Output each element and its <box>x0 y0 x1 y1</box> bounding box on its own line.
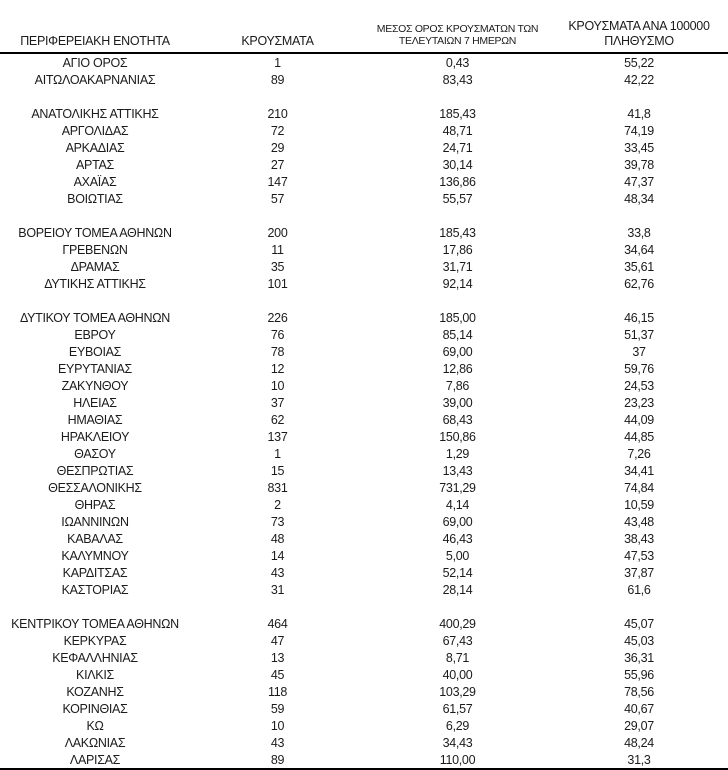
region-name-cell: ΚΟΡΙΝΘΙΑΣ <box>62 701 128 716</box>
region-name-cell: ΚΩ <box>86 718 104 733</box>
avg7-cell: 34,43 <box>442 735 473 750</box>
region-name-cell: ΕΥΡΥΤΑΝΙΑΣ <box>58 361 132 376</box>
per100k-cell: 7,26 <box>627 446 651 461</box>
cases-cell: 101 <box>267 276 288 291</box>
cases-cell: 15 <box>270 463 285 478</box>
region-name-cell: ΔΥΤΙΚΟΥ ΤΟΜΕΑ ΑΘΗΝΩΝ <box>19 310 171 325</box>
region-name-cell: ΑΧΑΪΑΣ <box>73 174 117 189</box>
per100k-cell: 43,48 <box>624 514 654 529</box>
cases-cell: 118 <box>267 684 288 699</box>
per100k-cell: 42,22 <box>624 72 654 87</box>
region-name-cell: ΚΙΛΚΙΣ <box>76 667 114 682</box>
avg7-cell: 52,14 <box>442 565 473 580</box>
avg7-cell: 17,86 <box>442 242 473 257</box>
table-row <box>0 428 728 445</box>
per100k-cell: 24,53 <box>624 378 654 393</box>
region-name-cell: ΖΑΚΥΝΘΟΥ <box>61 378 129 393</box>
table-row <box>0 224 728 241</box>
avg7-cell: 136,86 <box>439 174 476 189</box>
region-name-cell: ΑΡΓΟΛΙΔΑΣ <box>61 123 129 138</box>
table-row <box>0 122 728 139</box>
region-name-cell: ΘΕΣΣΑΛΟΝΙΚΗΣ <box>48 480 142 495</box>
per100k-cell: 55,96 <box>624 667 654 682</box>
table-row <box>0 190 728 207</box>
region-name-cell: ΗΜΑΘΙΑΣ <box>67 412 123 427</box>
avg7-cell: 103,29 <box>439 684 476 699</box>
table-row <box>0 649 728 666</box>
table-row <box>0 615 728 632</box>
cases-cell: 12 <box>270 361 285 376</box>
table-row <box>0 530 728 547</box>
region-name-cell: ΕΥΒΟΙΑΣ <box>68 344 122 359</box>
avg7-cell: 83,43 <box>442 72 473 87</box>
cases-cell: 78 <box>270 344 285 359</box>
table-row <box>0 343 728 360</box>
column-header-cases-label: ΚΡΟΥΣΜΑΤΑ <box>241 33 314 48</box>
region-name-cell: ΘΕΣΠΡΩΤΙΑΣ <box>56 463 134 478</box>
per100k-cell: 74,19 <box>624 123 654 138</box>
cases-cell: 14 <box>270 548 285 563</box>
cases-cell: 2 <box>274 497 281 512</box>
table-row <box>0 445 728 462</box>
avg7-cell: 39,00 <box>442 395 473 410</box>
avg7-cell: 185,00 <box>439 310 476 325</box>
cases-cell: 10 <box>270 378 285 393</box>
cases-cell: 13 <box>270 650 285 665</box>
cases-cell: 29 <box>270 140 285 155</box>
region-name-cell: ΘΗΡΑΣ <box>74 497 116 512</box>
avg7-cell: 8,71 <box>445 650 470 665</box>
per100k-cell: 29,07 <box>624 718 654 733</box>
avg7-cell: 55,57 <box>442 191 473 206</box>
per100k-cell: 46,15 <box>624 310 654 325</box>
column-header-avg7-line2: ΤΕΛΕΥΤΑΙΩΝ 7 ΗΜΕΡΩΝ <box>398 34 517 47</box>
cases-cell: 89 <box>270 72 285 87</box>
avg7-cell: 85,14 <box>442 327 473 342</box>
table-row <box>0 547 728 564</box>
avg7-cell: 67,43 <box>442 633 473 648</box>
spacer-row <box>0 88 728 105</box>
per100k-cell: 62,76 <box>624 276 654 291</box>
region-name-cell: ΒΟΙΩΤΙΑΣ <box>67 191 123 206</box>
per100k-cell: 47,37 <box>624 174 654 189</box>
table-row <box>0 54 728 71</box>
avg7-cell: 61,57 <box>442 701 473 716</box>
column-header-avg7-line1: ΜΕΣΟΣ ΟΡΟΣ ΚΡΟΥΣΜΑΤΩΝ ΤΩΝ <box>376 22 539 35</box>
region-name-cell: ΚΕΦΑΛΛΗΝΙΑΣ <box>52 650 138 665</box>
avg7-cell: 69,00 <box>442 514 473 529</box>
per100k-cell: 41,8 <box>627 106 651 121</box>
avg7-cell: 92,14 <box>442 276 473 291</box>
avg7-cell: 5,00 <box>445 548 470 563</box>
table-row <box>0 700 728 717</box>
region-name-cell: ΑΙΤΩΛΟΑΚΑΡΝΑΝΙΑΣ <box>34 72 156 87</box>
per100k-cell: 51,37 <box>624 327 654 342</box>
region-name-cell: ΚΑΣΤΟΡΙΑΣ <box>61 582 129 597</box>
table-row <box>0 479 728 496</box>
table-row <box>0 241 728 258</box>
cases-cell: 57 <box>270 191 285 206</box>
cases-cell: 11 <box>271 242 284 257</box>
region-name-cell: ΚΟΖΑΝΗΣ <box>66 684 124 699</box>
region-name-cell: ΗΛΕΙΑΣ <box>73 395 117 410</box>
table-row <box>0 751 728 768</box>
avg7-cell: 48,71 <box>442 123 473 138</box>
region-name-cell: ΑΡΤΑΣ <box>76 157 114 172</box>
table-row <box>0 632 728 649</box>
cases-cell: 31 <box>270 582 285 597</box>
avg7-cell: 0,43 <box>445 55 470 70</box>
cases-cell: 210 <box>267 106 288 121</box>
cases-cell: 35 <box>270 259 285 274</box>
region-name-cell: ΚΑΒΑΛΑΣ <box>67 531 123 546</box>
table-row <box>0 105 728 122</box>
table-row <box>0 581 728 598</box>
table-header-row <box>0 0 728 54</box>
avg7-cell: 4,14 <box>445 497 470 512</box>
table-row <box>0 326 728 343</box>
per100k-cell: 35,61 <box>624 259 654 274</box>
cases-cell: 137 <box>267 429 288 444</box>
table-row <box>0 496 728 513</box>
region-name-cell: ΔΡΑΜΑΣ <box>70 259 120 274</box>
per100k-cell: 45,07 <box>624 616 654 631</box>
table-row <box>0 377 728 394</box>
table-row <box>0 717 728 734</box>
region-name-cell: ΚΑΛΥΜΝΟΥ <box>61 548 129 563</box>
avg7-cell: 185,43 <box>439 106 476 121</box>
table-row <box>0 734 728 751</box>
region-name-cell: ΘΑΣΟΥ <box>74 446 116 461</box>
avg7-cell: 1,29 <box>445 446 470 461</box>
avg7-cell: 150,86 <box>439 429 476 444</box>
table-row <box>0 258 728 275</box>
table-row <box>0 309 728 326</box>
region-name-cell: ΑΓΙΟ ΟΡΟΣ <box>62 55 128 70</box>
region-name-cell: ΚΕΡΚΥΡΑΣ <box>63 633 127 648</box>
cases-cell: 62 <box>270 412 285 427</box>
per100k-cell: 48,34 <box>624 191 654 206</box>
cases-cell: 147 <box>267 174 288 189</box>
avg7-cell: 400,29 <box>439 616 476 631</box>
per100k-cell: 61,6 <box>627 582 651 597</box>
per100k-cell: 36,31 <box>624 650 654 665</box>
per100k-cell: 45,03 <box>624 633 654 648</box>
table-row <box>0 394 728 411</box>
spacer-row <box>0 598 728 615</box>
per100k-cell: 33,8 <box>627 225 651 240</box>
per100k-cell: 78,56 <box>624 684 654 699</box>
per100k-cell: 44,09 <box>624 412 654 427</box>
column-header-avg7 <box>365 23 550 52</box>
per100k-cell: 34,41 <box>624 463 654 478</box>
region-name-cell: ΗΡΑΚΛΕΙΟΥ <box>60 429 130 444</box>
per100k-cell: 74,84 <box>624 480 654 495</box>
cases-cell: 464 <box>267 616 288 631</box>
avg7-cell: 13,43 <box>442 463 473 478</box>
avg7-cell: 24,71 <box>442 140 473 155</box>
avg7-cell: 110,00 <box>439 752 476 767</box>
per100k-cell: 40,67 <box>624 701 654 716</box>
cases-cell: 72 <box>270 123 285 138</box>
spacer-row <box>0 207 728 224</box>
avg7-cell: 46,43 <box>442 531 473 546</box>
table-row <box>0 173 728 190</box>
per100k-cell: 34,64 <box>624 242 654 257</box>
table-row <box>0 513 728 530</box>
per100k-cell: 37 <box>632 344 646 359</box>
column-header-region <box>0 34 190 52</box>
per100k-cell: 23,23 <box>624 395 654 410</box>
avg7-cell: 731,29 <box>439 480 476 495</box>
avg7-cell: 31,71 <box>442 259 473 274</box>
per100k-cell: 55,22 <box>624 55 654 70</box>
region-name-cell: ΙΩΑΝΝΙΝΩΝ <box>61 514 129 529</box>
per100k-cell: 47,53 <box>624 548 654 563</box>
table-row <box>0 666 728 683</box>
column-header-region-label: ΠΕΡΙΦΕΡΕΙΑΚΗ ΕΝΟΤΗΤΑ <box>20 33 170 48</box>
per100k-cell: 48,24 <box>624 735 654 750</box>
avg7-cell: 69,00 <box>442 344 473 359</box>
cases-cell: 37 <box>270 395 285 410</box>
region-name-cell: ΑΡΚΑΔΙΑΣ <box>65 140 125 155</box>
table-row <box>0 411 728 428</box>
cases-cell: 48 <box>270 531 285 546</box>
per100k-cell: 37,87 <box>624 565 654 580</box>
avg7-cell: 12,86 <box>442 361 473 376</box>
per100k-cell: 44,85 <box>624 429 654 444</box>
avg7-cell: 28,14 <box>442 582 473 597</box>
per100k-cell: 31,3 <box>627 752 651 767</box>
table-row <box>0 462 728 479</box>
per100k-cell: 59,76 <box>624 361 654 376</box>
table-row <box>0 360 728 377</box>
table-row <box>0 564 728 581</box>
cases-cell: 89 <box>270 752 285 767</box>
table-body <box>0 54 728 770</box>
avg7-cell: 7,86 <box>445 378 470 393</box>
cases-cell: 831 <box>267 480 288 495</box>
cases-cell: 1 <box>274 446 281 461</box>
column-header-per100k-line2: ΠΛΗΘΥΣΜΟ <box>604 33 674 48</box>
table-row <box>0 683 728 700</box>
cases-cell: 10 <box>270 718 285 733</box>
spacer-row <box>0 292 728 309</box>
avg7-cell: 68,43 <box>442 412 473 427</box>
avg7-cell: 6,29 <box>445 718 470 733</box>
table-row <box>0 139 728 156</box>
cases-cell: 43 <box>270 565 285 580</box>
cases-cell: 43 <box>270 735 285 750</box>
avg7-cell: 185,43 <box>439 225 476 240</box>
per100k-cell: 10,59 <box>624 497 654 512</box>
column-header-per100k <box>550 19 728 52</box>
region-name-cell: ΛΑΡΙΣΑΣ <box>69 752 121 767</box>
region-name-cell: ΚΑΡΔΙΤΣΑΣ <box>62 565 128 580</box>
per100k-cell: 33,45 <box>624 140 654 155</box>
cases-cell: 200 <box>267 225 288 240</box>
column-header-per100k-line1: ΚΡΟΥΣΜΑΤΑ ΑΝΑ 100000 <box>568 19 710 34</box>
region-name-cell: ΓΡΕΒΕΝΩΝ <box>62 242 128 257</box>
column-header-cases <box>190 34 365 52</box>
avg7-cell: 40,00 <box>442 667 473 682</box>
region-name-cell: ΛΑΚΩΝΙΑΣ <box>64 735 126 750</box>
cases-cell: 27 <box>270 157 285 172</box>
cases-cell: 76 <box>270 327 285 342</box>
cases-cell: 47 <box>270 633 285 648</box>
table-row <box>0 71 728 88</box>
cases-cell: 1 <box>274 55 281 70</box>
per100k-cell: 39,78 <box>624 157 654 172</box>
region-name-cell: ΑΝΑΤΟΛΙΚΗΣ ΑΤΤΙΚΗΣ <box>31 106 159 121</box>
cases-cell: 45 <box>270 667 285 682</box>
cases-cell: 59 <box>270 701 285 716</box>
per100k-cell: 38,43 <box>624 531 654 546</box>
avg7-cell: 30,14 <box>442 157 473 172</box>
region-name-cell: ΒΟΡΕΙΟΥ ΤΟΜΕΑ ΑΘΗΝΩΝ <box>18 225 172 240</box>
region-name-cell: ΔΥΤΙΚΗΣ ΑΤΤΙΚΗΣ <box>44 276 146 291</box>
table-row <box>0 275 728 292</box>
region-name-cell: ΕΒΡΟΥ <box>74 327 116 342</box>
region-name-cell: ΚΕΝΤΡΙΚΟΥ ΤΟΜΕΑ ΑΘΗΝΩΝ <box>11 616 179 631</box>
cases-cell: 73 <box>270 514 285 529</box>
cases-cell: 226 <box>267 310 288 325</box>
table-row <box>0 156 728 173</box>
